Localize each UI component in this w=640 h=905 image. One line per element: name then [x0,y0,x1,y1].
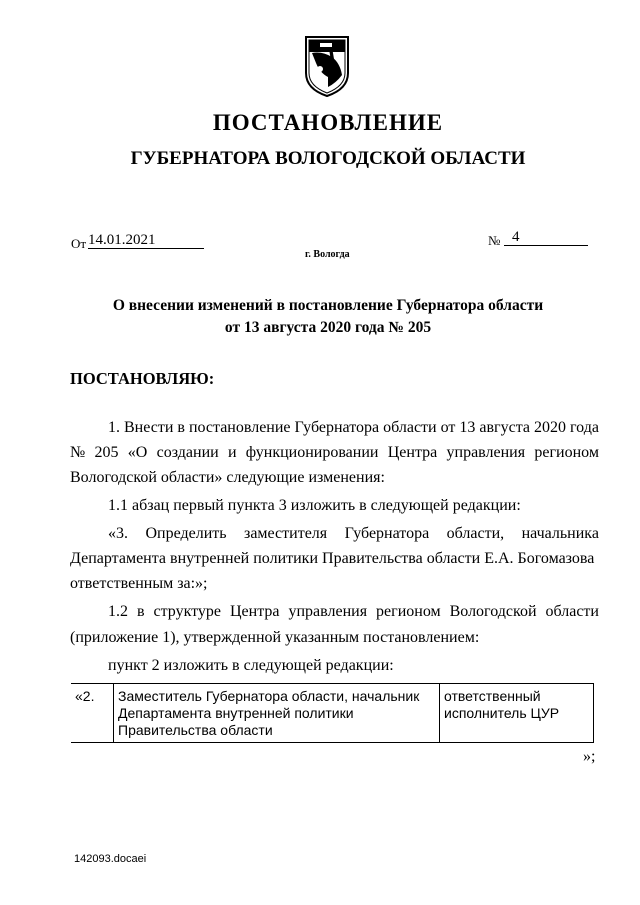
document-subtitle: ГУБЕРНАТОРА ВОЛОГОДСКОЙ ОБЛАСТИ [130,148,526,169]
decree-word: ПОСТАНОВЛЯЮ: [70,369,215,388]
word: управления [446,444,526,461]
word: 13 [459,419,476,436]
word: 205 [94,444,119,461]
word: области [383,419,437,436]
word: Центра [387,444,438,461]
paragraph-1-line-1 [108,419,599,437]
word: 1.2 [108,603,128,620]
word: регионом [534,444,599,461]
word: заместителя [244,525,328,542]
word: регионом [376,603,441,620]
document-heading-line: от 13 августа 2020 года № 205 [224,319,432,336]
paragraph-2: 1.1 абзац первый пункта 3 изложить в следующей редакции: [108,497,521,514]
word: в [136,603,145,620]
word: «3. [108,525,128,542]
item-number: «2. [75,688,95,704]
word: в [177,419,185,436]
word: Внести [124,419,174,436]
position-line: Правительства области [118,722,273,738]
word: структуре [153,603,222,620]
footer-document-code: 142093.docaei [74,853,147,865]
paragraph-3-line-2: Департамента внутренней политики Правительства области Е.А. Богомазова [70,550,595,567]
number-underline [504,245,588,246]
word: № [70,444,86,461]
date-underline [88,248,204,249]
coat-of-arms-icon [302,33,352,99]
word: создании [156,444,219,461]
word: Центра [230,603,280,620]
word: области [545,603,599,620]
paragraph-3-line-3: ответственным за:»; [70,575,208,592]
word: управления [288,603,368,620]
word: функционировании [245,444,379,461]
document-heading-line: О внесении изменений в постановление Губернатора области [112,297,544,314]
word: постановление [188,419,291,436]
word: 2020 [534,419,566,436]
word: Губернатора [294,419,380,436]
position-line: Заместитель Губернатора области, начальник [118,688,420,704]
paragraph-1-line-3: Вологодской области» следующие изменения: [70,469,385,486]
number-value: 4 [512,229,520,245]
word: Губернатора [344,525,430,542]
table-row [71,684,594,743]
word: от [440,419,456,436]
table-cell-position [114,684,440,743]
paragraph-4-line-2: (приложение 1), утвержденной указанным постановлением: [70,629,480,646]
number-prefix: № [488,233,501,248]
word: Определить [145,525,227,542]
word: области, [446,525,505,542]
paragraph-4-line-1 [108,603,599,621]
word: 1. [108,419,120,436]
table-cell-role [440,684,594,743]
word: года [570,419,599,436]
role-line: исполнитель ЦУР [444,705,560,721]
city-label: г. Вологда [305,249,350,260]
paragraph-1-line-2 [70,444,599,462]
word: и [227,444,237,461]
word: Вологодской [449,603,537,620]
date-value: 14.01.2021 [88,232,156,248]
document-title: ПОСТАНОВЛЕНИЕ [212,110,444,135]
role-line: ответственный [444,688,541,704]
paragraph-5: пункт 2 изложить в следующей редакции: [108,657,394,674]
word: начальника [521,525,599,542]
word: августа [479,419,530,436]
paragraph-3-line-1 [108,525,599,543]
position-line: Департамента внутренней политики [118,705,354,721]
document-heading [0,295,640,339]
date-prefix: От [71,236,87,251]
table-cell-number [71,684,114,743]
closing-quote: »; [583,748,596,765]
word: «О [127,444,148,461]
amendment-table [71,683,594,743]
